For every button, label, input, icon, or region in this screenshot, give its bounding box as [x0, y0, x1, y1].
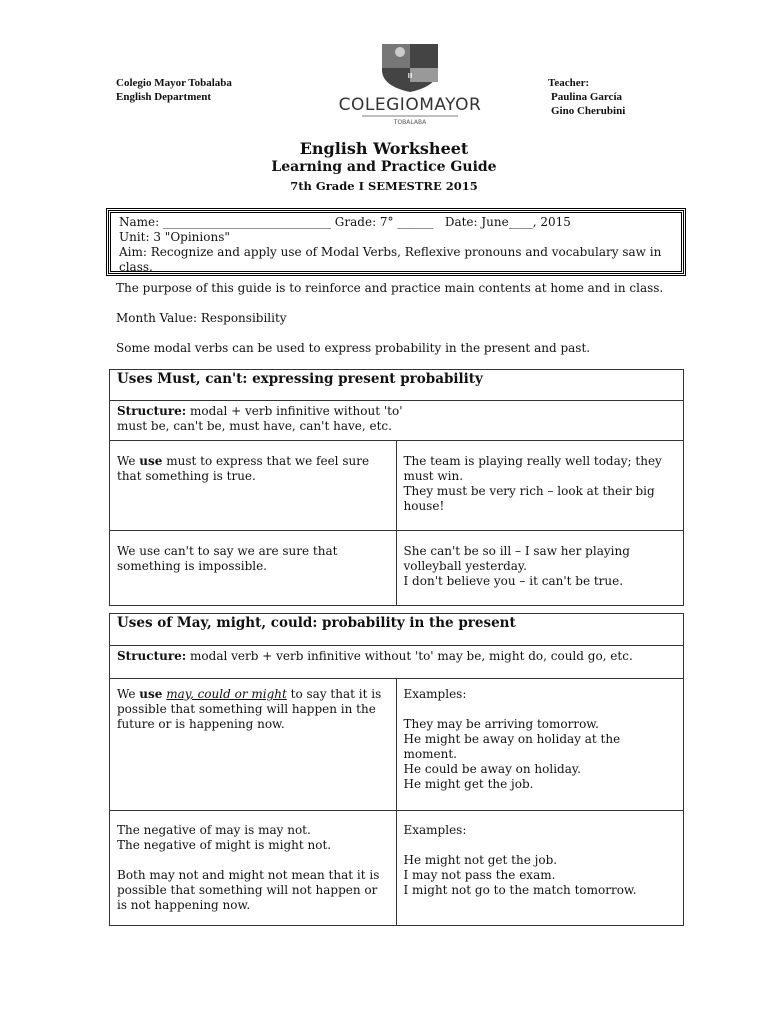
shield-icon	[382, 44, 438, 92]
example-sentence: They may be arriving tomorrow.	[403, 717, 599, 731]
student-info-box	[106, 208, 686, 276]
structure-text: modal + verb infinitive without 'to'	[186, 404, 403, 418]
structure-label: Structure:	[117, 649, 187, 663]
teacher-label: Teacher:	[548, 77, 590, 89]
school-name: Colegio Mayor Tobalaba	[116, 77, 232, 89]
must-examples	[396, 441, 684, 531]
aim-line: Aim: Recognize and apply use of Modal Verbs, Reflexive pronouns and vocabulary saw in class.	[119, 245, 662, 274]
structure-cell	[110, 401, 684, 441]
examples-label: Examples:	[403, 687, 467, 701]
name-grade-date-line: Name: ____________________________ Grade: 7° ______ Date: June____, 2015	[119, 215, 571, 229]
purpose-text: The purpose of this guide is to reinforce and practice main contents at home and in class.	[116, 281, 664, 295]
teacher-info	[548, 76, 625, 118]
modal-intro: Some modal verbs can be used to express probability in the present and past.	[116, 341, 591, 355]
example-sentence: He could be away on holiday.	[403, 762, 581, 776]
example-sentence: He might not get the job.	[403, 853, 558, 867]
example-sentence: She can't be so ill – I saw her playing volleyball yesterday.	[403, 544, 630, 573]
negative-may: The negative of may is may not.	[117, 823, 311, 837]
example-sentence: He might get the job.	[403, 777, 534, 791]
negative-meaning: Both may not and might not mean that it is possible that something will not happen or is not happening now.	[117, 868, 380, 912]
logo-text: COLEGIOMAYOR	[338, 95, 482, 115]
example-sentence: He might be away on holiday at the moment.	[403, 732, 621, 761]
school-logo	[322, 40, 498, 126]
structure-label: Structure:	[117, 404, 187, 418]
example-sentence: I might not go to the match tomorrow.	[403, 883, 637, 897]
grade-line: 7th Grade I SEMESTRE 2015	[290, 179, 478, 193]
department-name: English Department	[116, 91, 212, 103]
unit-line: Unit: 3 "Opinions"	[119, 230, 230, 244]
must-explanation: We use must to express that we feel sure that something is true.	[110, 441, 397, 531]
svg-text:Ⅲ: Ⅲ	[407, 72, 413, 80]
negative-examples	[396, 811, 684, 926]
use-bold: use	[139, 454, 163, 468]
logo-subtext: TOBALABA	[393, 119, 427, 126]
example-sentence: I may not pass the exam.	[403, 868, 556, 882]
example-sentence: The team is playing really well today; they must win.	[403, 454, 662, 483]
section-must-cant	[109, 369, 684, 606]
example-sentence: They must be very rich – look at their big house!	[403, 484, 655, 513]
structure-examples: must be, can't be, must have, can't have, etc.	[117, 419, 392, 433]
school-info	[116, 76, 232, 104]
may-examples	[396, 679, 684, 811]
negative-explanation	[110, 811, 397, 926]
modals-underlined: may, could or might	[166, 687, 287, 701]
teacher-name: Gino Cherubini	[551, 105, 626, 117]
section-title: Uses of May, might, could: probability in the present	[110, 614, 684, 646]
cant-examples	[396, 531, 684, 606]
negative-might: The negative of might is might not.	[117, 838, 332, 852]
section-may-might-could	[109, 613, 684, 926]
structure-text: modal verb + verb infinitive without 'to' may be, might do, could go, etc.	[186, 649, 633, 663]
examples-label: Examples:	[403, 823, 467, 837]
month-value: Month Value: Responsibility	[116, 311, 287, 325]
worksheet-subtitle: Learning and Practice Guide	[271, 159, 497, 175]
teacher-name: Paulina García	[551, 91, 622, 103]
structure-cell	[110, 646, 684, 679]
cant-explanation: We use can't to say we are sure that something is impossible.	[110, 531, 397, 606]
may-explanation: We use may, could or might to say that it is possible that something will happen in the future or is happening now.	[110, 679, 397, 811]
example-sentence: I don't believe you – it can't be true.	[403, 574, 624, 588]
worksheet-title: English Worksheet	[299, 139, 469, 158]
section-title: Uses Must, can't: expressing present probability	[110, 370, 684, 401]
